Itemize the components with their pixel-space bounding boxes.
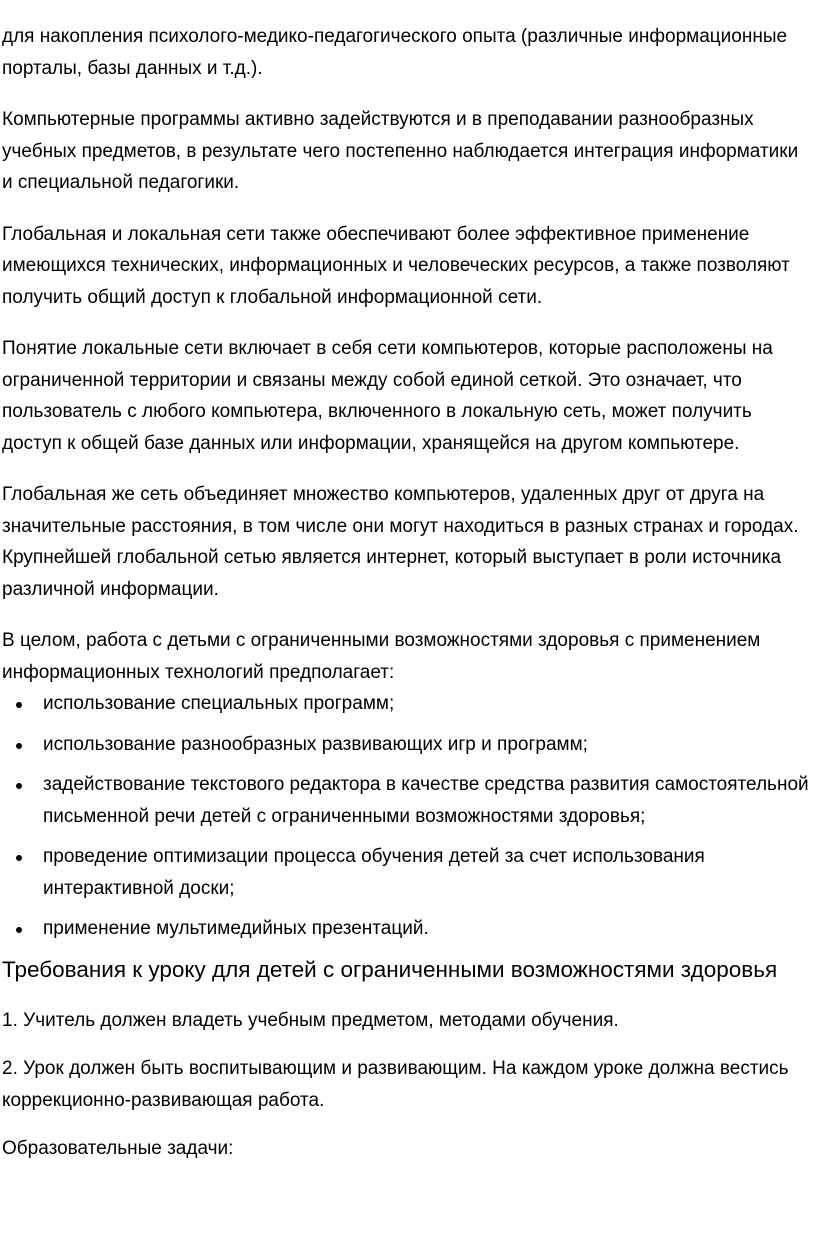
list-item — [2, 769, 810, 832]
bullet-icon — [16, 743, 22, 749]
paragraph-2: Компьютерные программы активно задействуются и в преподавании разнообразных учебных предметов, в результате чего постепенно наблюдается интеграция информатики и специальной педагогики. — [2, 109, 799, 193]
list-item-text: задействование текстового редактора в качестве средства развития самостоятельной письменной речи детей с ограниченными возможностями здоровья; — [43, 774, 809, 827]
numbered-item-2: 2. Урок должен быть воспитывающим и развивающим. На каждом уроке должна вестись коррекционно-развивающая работа. — [2, 1058, 789, 1111]
numbered-item-1: 1. Учитель должен владеть учебным предметом, методами обучения. — [2, 1009, 619, 1031]
section-heading: Требования к уроку для детей с ограниченными возможностями здоровья — [2, 956, 778, 982]
list-item — [2, 913, 810, 945]
paragraph-4: Понятие локальные сети включает в себя сети компьютеров, которые расположены на ограниченной территории и связаны между собой единой сеткой. Это означает, что пользователь с любого компьютера, включенного в локальную сеть, может получить доступ к общей базе данных или информации, хранящейся на другом компьютере. — [2, 338, 773, 454]
bullet-icon — [16, 783, 22, 789]
list-item — [2, 841, 810, 904]
bullet-list — [2, 688, 810, 945]
document-page — [0, 21, 816, 1165]
list-item-text: применение мультимедийных презентаций. — [43, 918, 429, 939]
list-item — [2, 729, 810, 761]
list-item-text: использование специальных программ; — [43, 693, 395, 714]
paragraph-1: для накопления психолого-медико-педагогического опыта (различные информационные порталы, базы данных и т.д.). — [2, 26, 788, 79]
paragraph-6: В целом, работа с детьми с ограниченными возможностями здоровья с применением информационных технологий предполагает: — [2, 630, 761, 683]
list-item-text: использование разнообразных развивающих игр и программ; — [43, 733, 588, 755]
paragraph-3: Глобальная и локальная сети также обеспечивают более эффективное применение имеющихся технических, информационных и человеческих ресурсов, а также позволяют получить общий доступ к глобальной информационной сети. — [2, 223, 790, 308]
list-item-text: проведение оптимизации процесса обучения детей за счет использования интерактивной доски; — [43, 846, 705, 899]
bullet-icon — [16, 702, 22, 708]
subheading: Образовательные задачи: — [2, 1138, 234, 1159]
paragraph-5: Глобальная же сеть объединяет множество компьютеров, удаленных друг от друга на значительные расстояния, в том числе они могут находиться в разных странах и городах. Крупнейшей глобальной сетью является интернет, который выступает в роли источника различной информации. — [2, 484, 799, 600]
bullet-icon — [16, 927, 22, 933]
bullet-icon — [16, 855, 22, 861]
list-item — [2, 688, 810, 720]
